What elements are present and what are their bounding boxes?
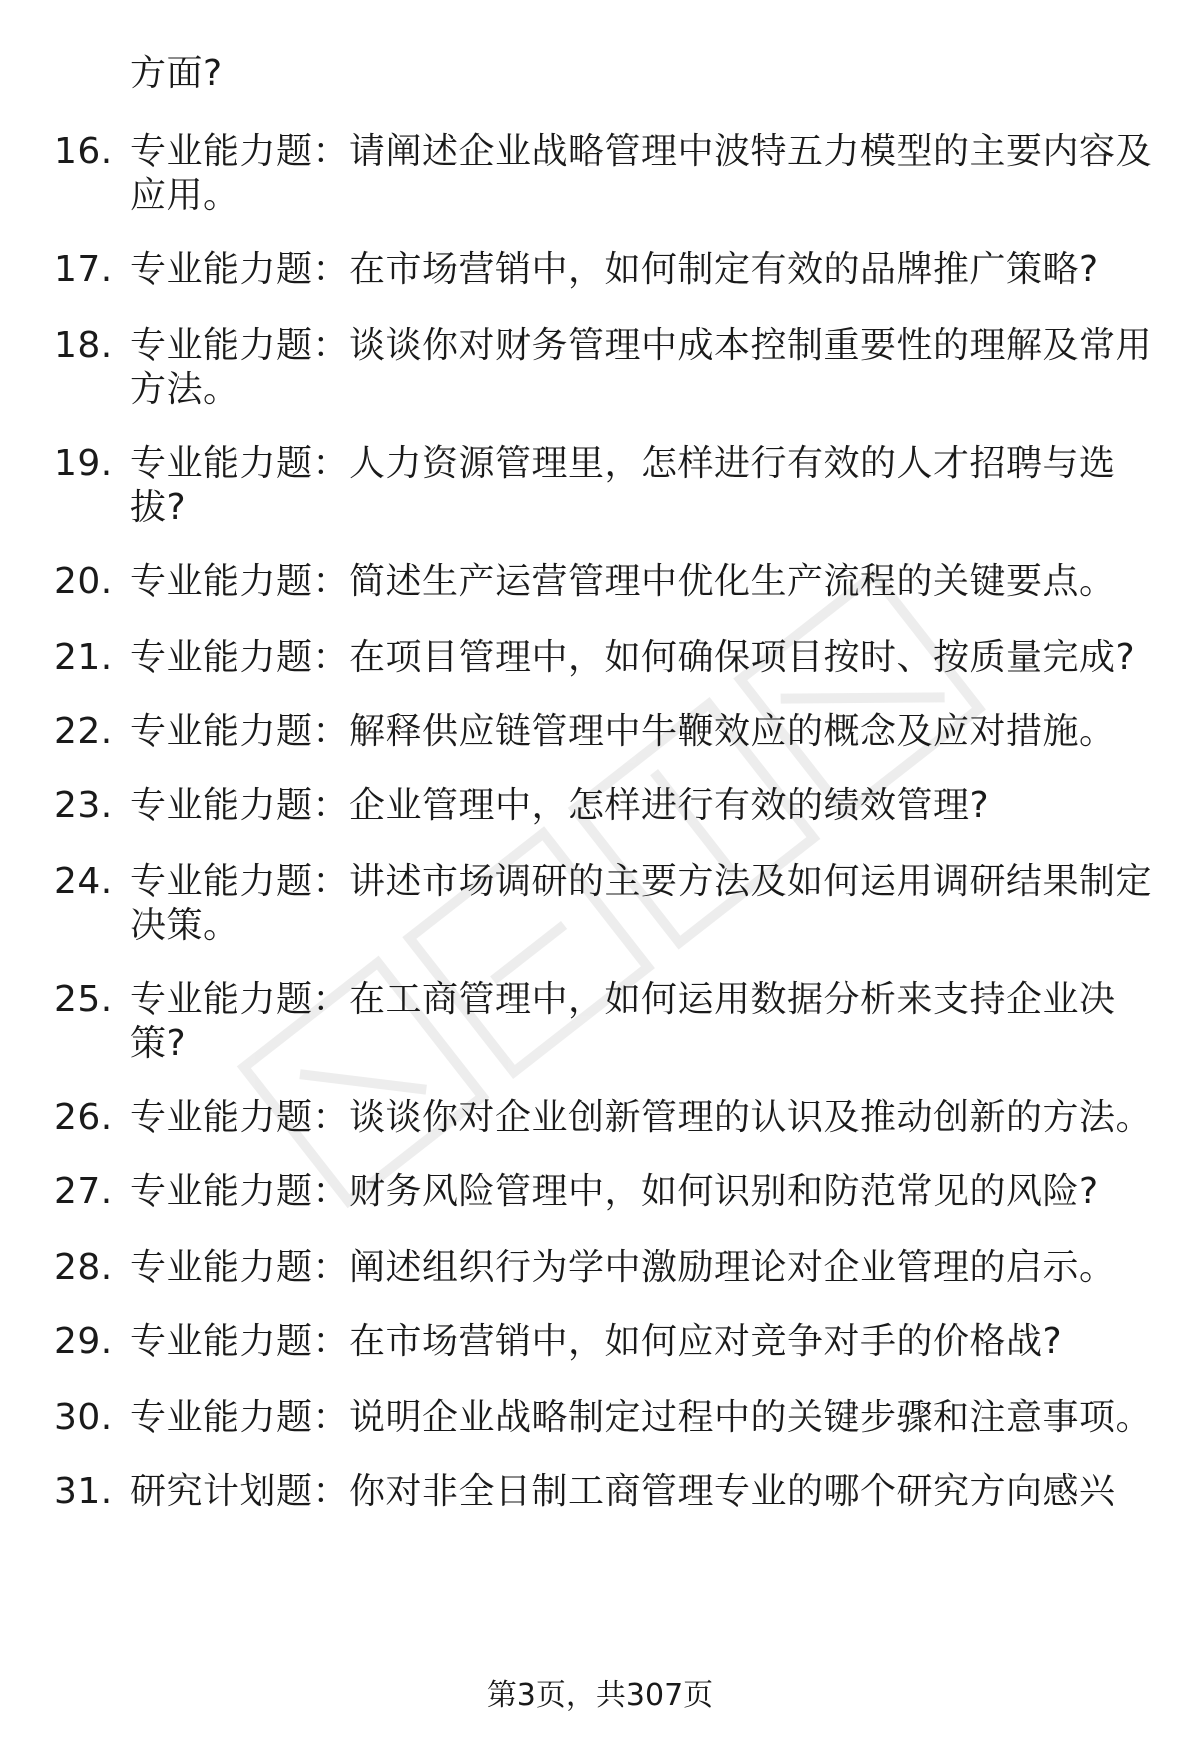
- question-text: 专业能力题：财务风险管理中，如何识别和防范常见的风险?: [130, 1171, 1099, 1212]
- question-text-continued: 应用。: [130, 175, 240, 216]
- question-number: 17.: [54, 249, 113, 290]
- question-number: 23.: [54, 785, 113, 826]
- question-number: 26.: [54, 1097, 113, 1138]
- question-text-continued: 策?: [130, 1023, 187, 1064]
- question-text-continued: 拔?: [130, 487, 187, 528]
- question-text: 专业能力题：讲述市场调研的主要方法及如何运用调研结果制定: [130, 861, 1153, 902]
- question-text: 专业能力题：在项目管理中，如何确保项目按时、按质量完成?: [130, 637, 1136, 678]
- question-text: 专业能力题：简述生产运营管理中优化生产流程的关键要点。: [130, 561, 1116, 602]
- question-number: 22.: [54, 711, 113, 752]
- question-number: 24.: [54, 861, 113, 902]
- question-text: 专业能力题：解释供应链管理中牛鞭效应的概念及应对措施。: [130, 711, 1116, 752]
- question-number: 25.: [54, 979, 113, 1020]
- question-number: 20.: [54, 561, 113, 602]
- question-text: 专业能力题：说明企业战略制定过程中的关键步骤和注意事项。: [130, 1397, 1153, 1438]
- question-text-continued: 方法。: [130, 369, 240, 410]
- question-text: 专业能力题：在市场营销中，如何应对竞争对手的价格战?: [130, 1321, 1063, 1362]
- page-footer: 第3页，共307页: [486, 1678, 714, 1713]
- question-text-continued: 决策。: [130, 905, 240, 946]
- question-text: 专业能力题：在工商管理中，如何运用数据分析来支持企业决: [130, 979, 1116, 1020]
- question-number: 19.: [54, 443, 113, 484]
- question-number: 27.: [54, 1171, 113, 1212]
- question-text: 方面?: [130, 53, 223, 94]
- question-number: 30.: [54, 1397, 113, 1438]
- question-number: 31.: [54, 1471, 113, 1512]
- question-text: 专业能力题：谈谈你对企业创新管理的认识及推动创新的方法。: [130, 1097, 1153, 1138]
- question-number: 18.: [54, 325, 113, 366]
- question-text: 专业能力题：阐述组织行为学中激励理论对企业管理的启示。: [130, 1247, 1116, 1288]
- question-text: 专业能力题：人力资源管理里，怎样进行有效的人才招聘与选: [130, 443, 1116, 484]
- question-text: 专业能力题：企业管理中，怎样进行有效的绩效管理?: [130, 785, 990, 826]
- question-text: 专业能力题：谈谈你对财务管理中成本控制重要性的理解及常用: [130, 325, 1153, 366]
- question-text: 研究计划题：你对非全日制工商管理专业的哪个研究方向感兴: [130, 1471, 1116, 1512]
- question-text: 专业能力题：在市场营销中，如何制定有效的品牌推广策略?: [130, 249, 1099, 290]
- question-number: 29.: [54, 1321, 113, 1362]
- question-text: 专业能力题：请阐述企业战略管理中波特五力模型的主要内容及: [130, 131, 1153, 172]
- question-number: 21.: [54, 637, 113, 678]
- question-number: 16.: [54, 131, 113, 172]
- question-number: 28.: [54, 1247, 113, 1288]
